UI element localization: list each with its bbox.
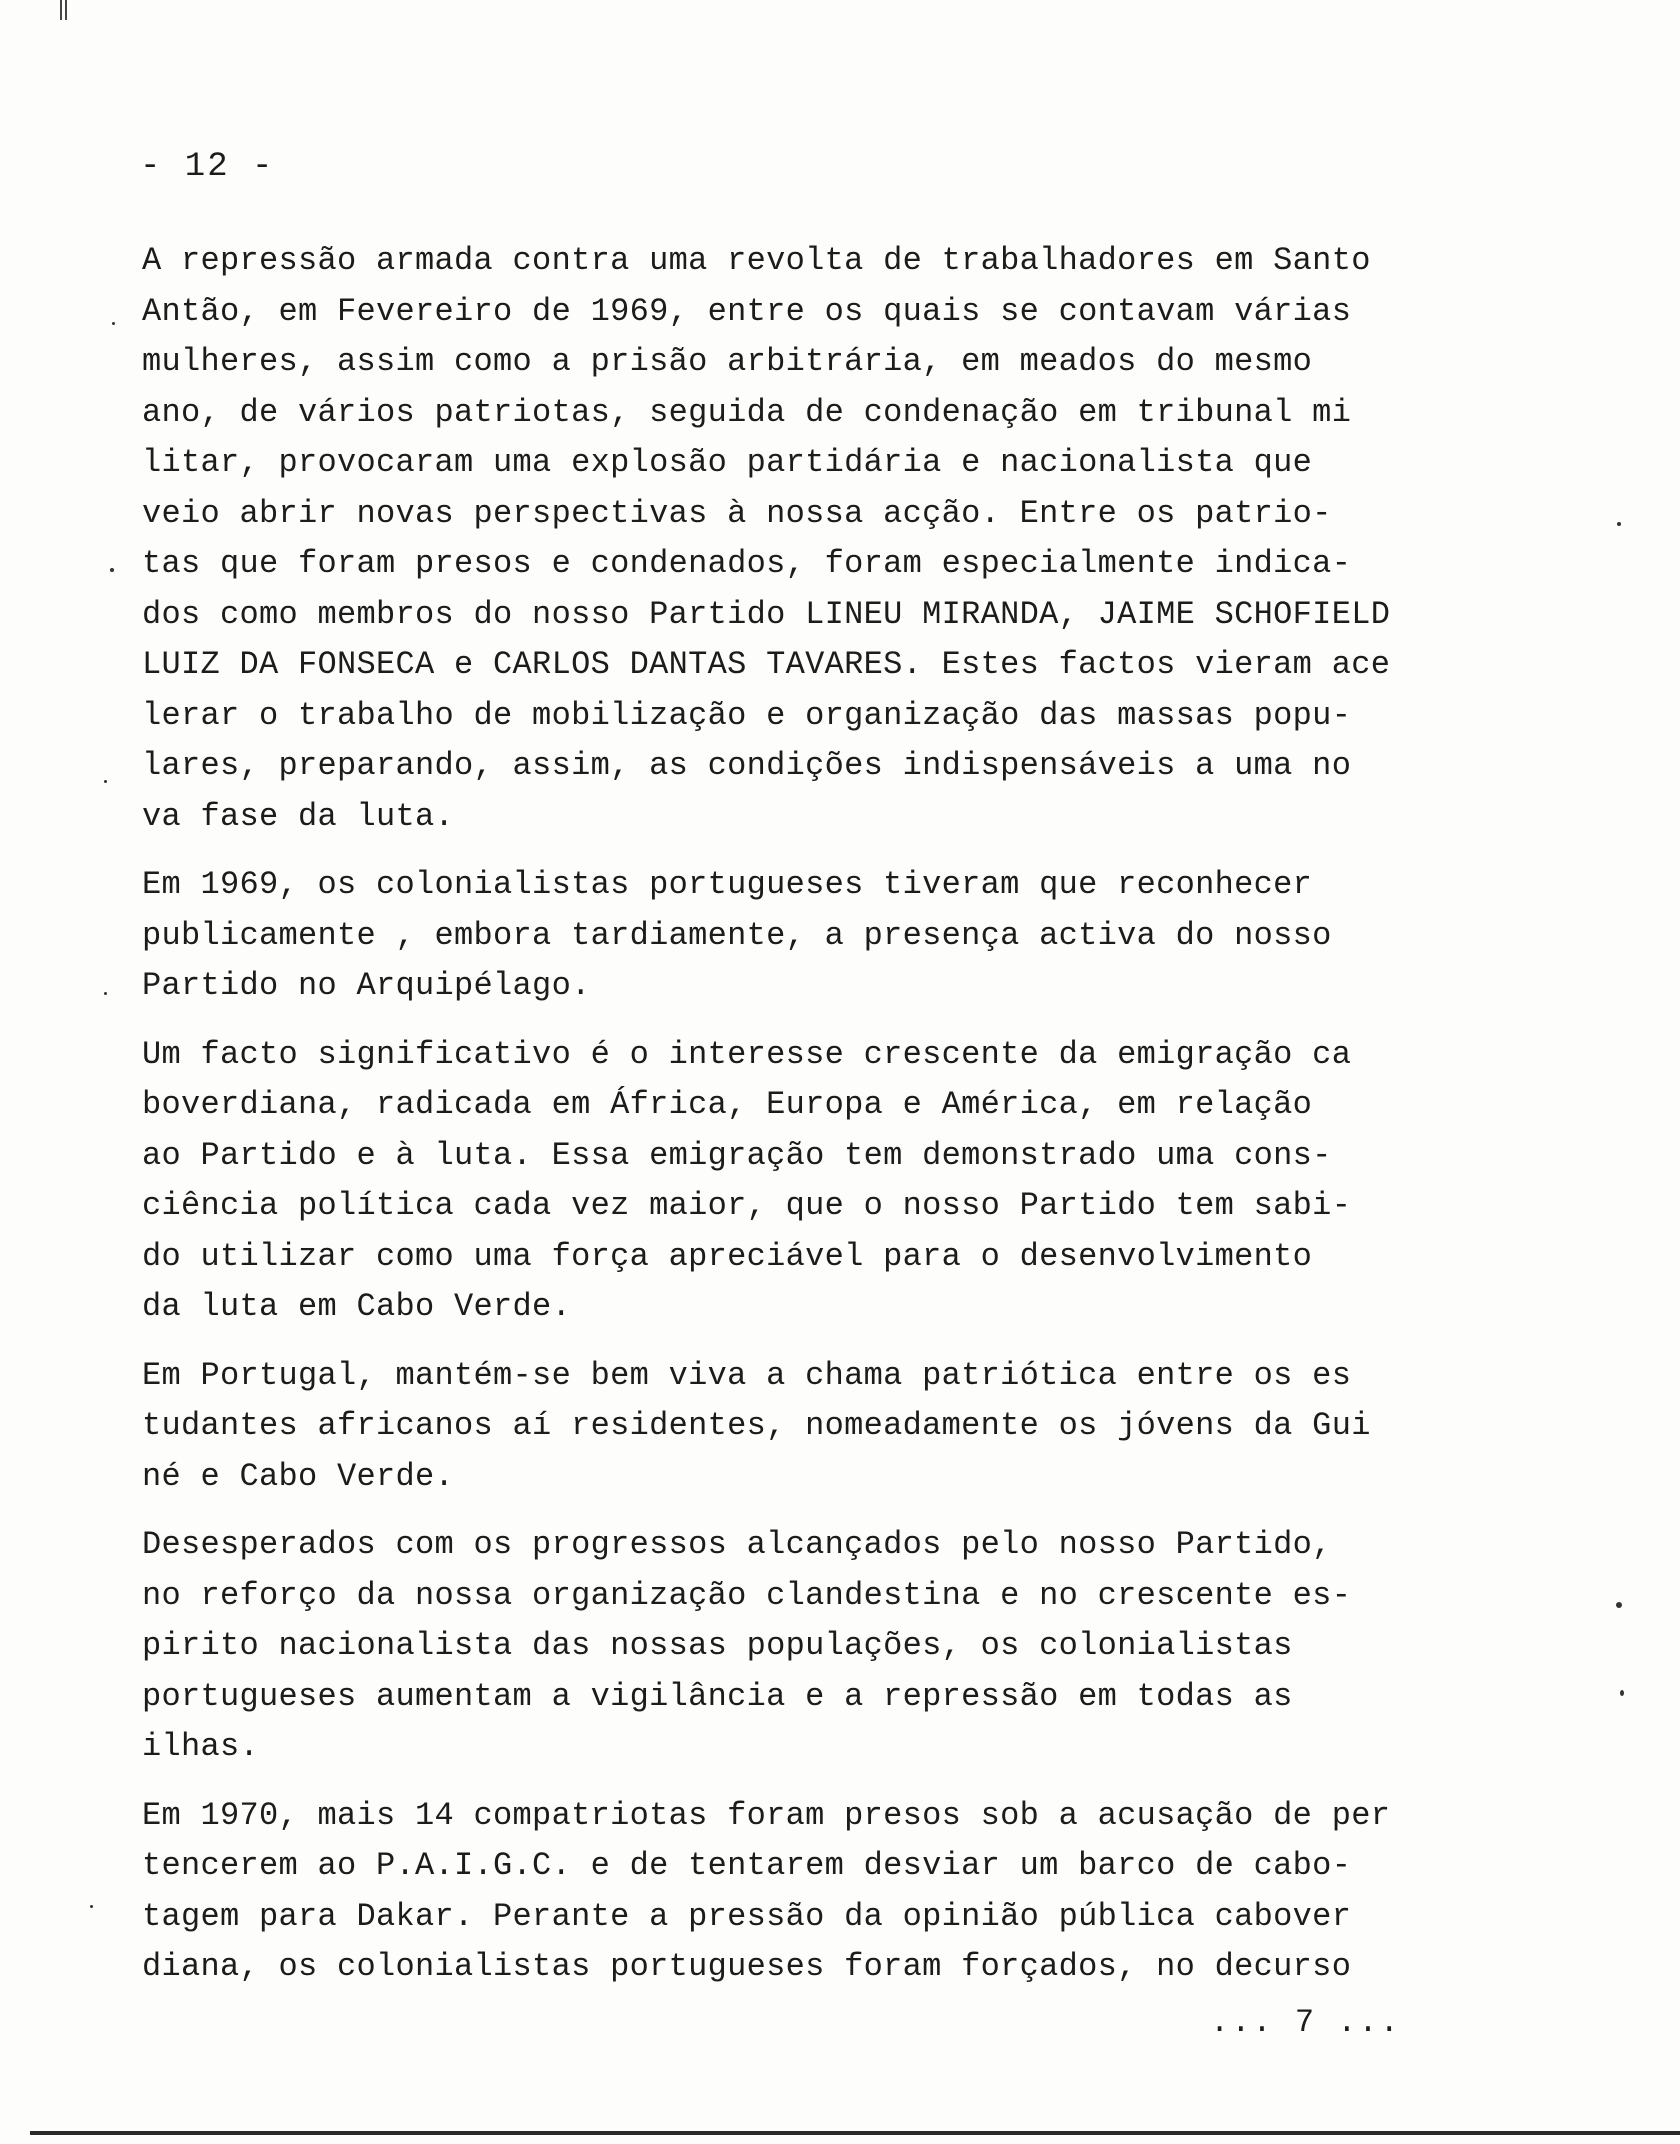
text-line: ciência política cada vez maior, que o nosso Partido tem sabi- bbox=[142, 1187, 1352, 1224]
text-line: lares, preparando, assim, as condições indispensáveis a uma no bbox=[142, 747, 1352, 784]
text-line: diana, os colonialistas portugueses foram forçados, no decurso bbox=[142, 1948, 1352, 1985]
text-line: Em Portugal, mantém-se bem viva a chama patriótica entre os es bbox=[142, 1356, 1352, 1394]
text-line: ano, de vários patriotas, seguida de condenação em tribunal mi bbox=[142, 393, 1352, 431]
scan-speck bbox=[1620, 1690, 1624, 1696]
scan-speck bbox=[104, 992, 107, 995]
text-line: Um facto significativo é o interesse crescente da emigração ca bbox=[142, 1035, 1352, 1073]
text-line: mulheres, assim como a prisão arbitrária, em meados do mesmo bbox=[142, 343, 1313, 380]
text-line: Desesperados com os progressos alcançados pelo nosso Partido, bbox=[142, 1526, 1332, 1563]
text-line: da luta em Cabo Verde. bbox=[142, 1288, 572, 1325]
paragraph bbox=[142, 1520, 1442, 1773]
scan-speck bbox=[104, 780, 107, 783]
scan-speck bbox=[90, 1905, 93, 1908]
scan-speck bbox=[112, 322, 115, 325]
text-line: no reforço da nossa organização clandestina e no crescente es- bbox=[142, 1576, 1352, 1614]
text-line: tencerem ao P.A.I.G.C. e de tentarem desviar um barco de cabo- bbox=[142, 1847, 1352, 1884]
text-line: ilhas. bbox=[142, 1728, 260, 1765]
text-line: va fase da luta. bbox=[142, 797, 455, 835]
text-line: ao Partido e à luta. Essa emigração tem demonstrado uma cons- bbox=[142, 1136, 1332, 1174]
text-line: dos como membros do nosso Partido LINEU MIRANDA, JAIME SCHOFIELD bbox=[142, 595, 1391, 633]
paragraph bbox=[142, 1030, 1442, 1333]
paragraph bbox=[142, 1351, 1442, 1503]
text-line: tudantes africanos aí residentes, nomeadamente os jóvens da Gui bbox=[142, 1407, 1371, 1444]
text-line: lerar o trabalho de mobilização e organização das massas popu- bbox=[142, 696, 1352, 734]
scan-speck bbox=[110, 568, 114, 572]
paragraph bbox=[142, 236, 1442, 842]
scan-mark bbox=[60, 0, 67, 20]
bottom-rule bbox=[30, 2131, 1680, 2135]
text-line: pirito nacionalista das nossas populações, os colonialistas bbox=[142, 1627, 1293, 1664]
scan-speck bbox=[1616, 1602, 1622, 1608]
text-line: veio abrir novas perspectivas à nossa acção. Entre os patrio- bbox=[142, 494, 1332, 532]
text-line: LUIZ DA FONSECA e CARLOS DANTAS TAVARES. Estes factos vieram ace bbox=[142, 646, 1391, 683]
text-line: portugueses aumentam a vigilância e a repressão em todas as bbox=[142, 1677, 1293, 1715]
text-line: A repressão armada contra uma revolta de trabalhadores em Santo bbox=[142, 242, 1371, 279]
body-text bbox=[142, 236, 1442, 2011]
text-line: tagem para Dakar. Perante a pressão da opinião pública cabover bbox=[142, 1897, 1352, 1935]
text-line: boverdiana, radicada em África, Europa e América, em relação bbox=[142, 1086, 1313, 1123]
continuation-marker: ... 7 ... bbox=[1210, 2004, 1401, 2041]
text-line: Em 1970, mais 14 compatriotas foram presos sob a acusação de per bbox=[142, 1796, 1391, 1834]
paragraph bbox=[142, 860, 1442, 1012]
text-line: Antão, em Fevereiro de 1969, entre os quais se contavam várias bbox=[142, 292, 1352, 330]
scan-speck bbox=[1617, 522, 1621, 526]
page-number: - 12 - bbox=[140, 148, 275, 186]
text-line: do utilizar como uma força apreciável para o desenvolvimento bbox=[142, 1237, 1313, 1275]
text-line: né e Cabo Verde. bbox=[142, 1457, 455, 1495]
text-line: Partido no Arquipélago. bbox=[142, 967, 591, 1004]
text-line: litar, provocaram uma explosão partidária e nacionalista que bbox=[142, 444, 1313, 481]
text-line: tas que foram presos e condenados, foram especialmente indica- bbox=[142, 545, 1352, 582]
text-line: Em 1969, os colonialistas portugueses tiveram que reconhecer bbox=[142, 866, 1313, 903]
text-line: publicamente , embora tardiamente, a presença activa do nosso bbox=[142, 916, 1332, 954]
paragraph bbox=[142, 1791, 1442, 1993]
